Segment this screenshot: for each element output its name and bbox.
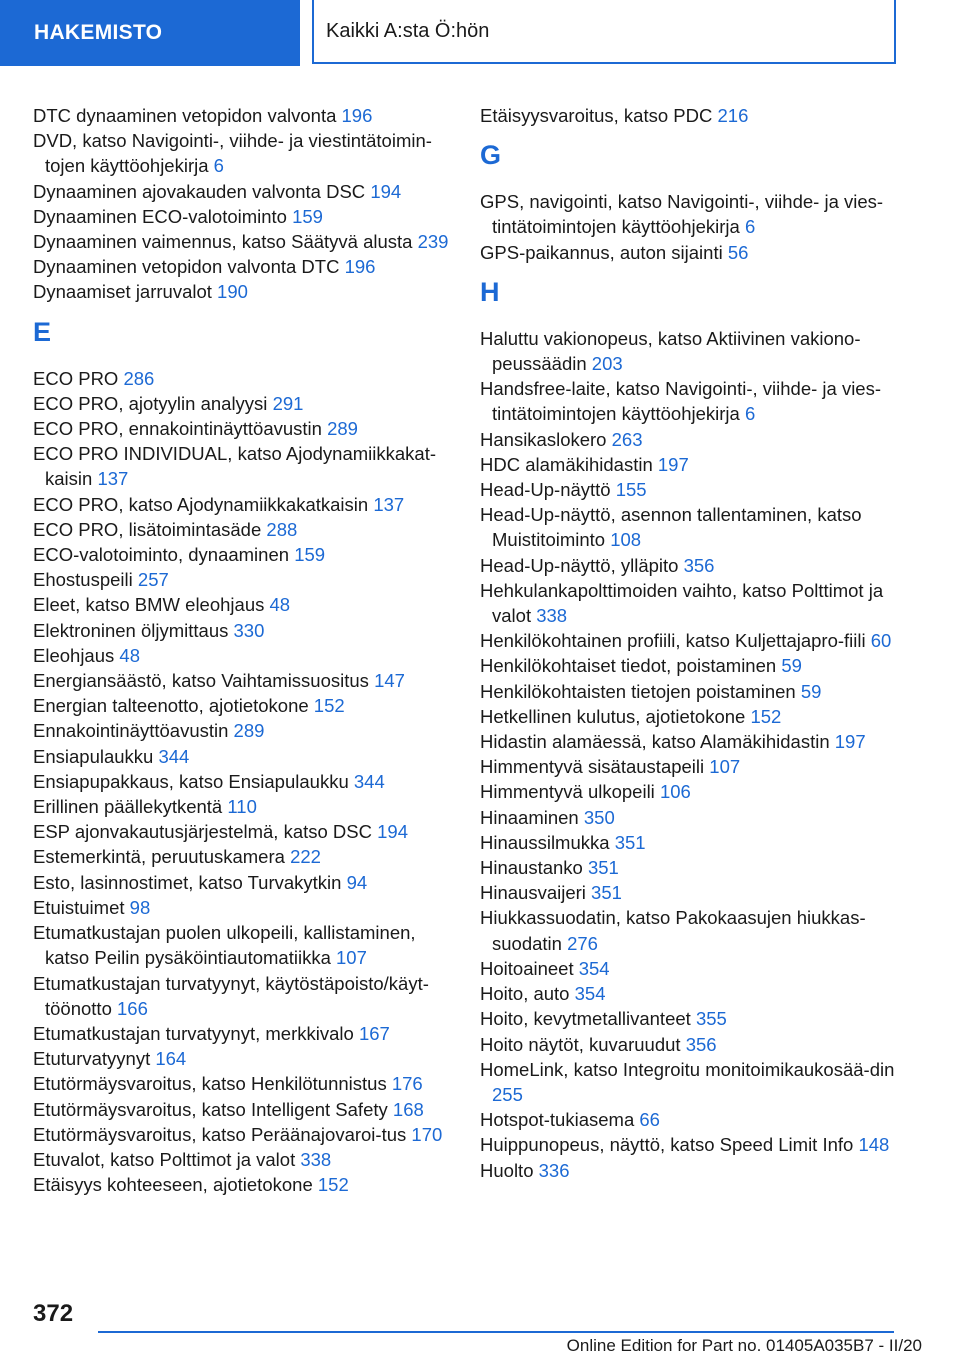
index-entry-text: Estemerkintä, peruutuskamera xyxy=(33,846,291,868)
index-entry-text: Dynaaminen ECO-valotoiminto xyxy=(33,205,293,227)
index-page-link[interactable]: 110 xyxy=(227,796,257,818)
index-entry-text: ECO PRO, ajotyylin analyysi xyxy=(33,392,273,414)
index-entry xyxy=(480,1032,900,1057)
index-entry-text: Head-Up-näyttö, asennon tallentaminen, katso Muistitoiminto xyxy=(480,504,862,551)
index-entry-text: Hetkellinen kulutus, ajotietokone xyxy=(480,705,751,727)
index-entry xyxy=(480,956,900,981)
index-entry xyxy=(480,628,900,653)
index-entry xyxy=(480,578,900,628)
index-page-link[interactable]: 289 xyxy=(327,418,358,440)
index-entry-text: Etutörmäysvaroitus, katso Intelligent Safety xyxy=(33,1098,393,1120)
index-page-link[interactable]: 66 xyxy=(639,1109,660,1131)
index-entry xyxy=(33,618,463,643)
index-page-link[interactable]: 59 xyxy=(781,655,802,677)
index-entry xyxy=(33,128,463,178)
index-entry xyxy=(33,441,463,491)
index-page-link[interactable]: 152 xyxy=(750,705,782,727)
index-entry-text: Handsfree-laite, katso Navigointi-, viihde- ja vies-tintätoimintojen käyttöohjekirja xyxy=(480,378,882,425)
index-entry xyxy=(480,779,900,804)
section-tab xyxy=(0,0,300,66)
index-entry xyxy=(33,920,463,970)
index-page-link[interactable]: 330 xyxy=(233,619,265,641)
index-page-link[interactable]: 137 xyxy=(97,468,129,490)
index-entry xyxy=(480,103,900,128)
index-entry xyxy=(480,830,900,855)
index-entry-text: Etumatkustajan puolen ulkopeili, kallistaminen, katso Peilin pysäköintiautomatiikka xyxy=(33,922,416,969)
index-entry-text: Dynaamiset jarruvalot xyxy=(33,281,218,303)
index-entry xyxy=(33,693,463,718)
index-entry xyxy=(480,729,900,754)
index-entry xyxy=(33,844,463,869)
index-entry xyxy=(33,744,463,769)
index-entry xyxy=(480,1107,900,1132)
index-entry xyxy=(480,1006,900,1031)
index-page-link[interactable]: 6 xyxy=(213,155,224,177)
index-entry xyxy=(480,326,900,376)
index-page-link[interactable]: 194 xyxy=(370,180,402,202)
index-entry-text: Hoito, kevytmetallivanteet xyxy=(480,1008,696,1030)
index-entry xyxy=(33,794,463,819)
index-entry xyxy=(480,1132,900,1157)
index-entry xyxy=(33,643,463,668)
index-page-link[interactable]: 216 xyxy=(717,105,749,126)
index-entry-text: Etuvalot, katso Polttimot ja valot xyxy=(33,1148,301,1170)
index-entry-text: GPS-paikannus, auton sijainti xyxy=(480,241,728,263)
index-entry xyxy=(480,981,900,1006)
index-entry-text: DTC dynaaminen vetopidon valvonta xyxy=(33,105,342,126)
subsection-title: Kaikki A:sta Ö:hön xyxy=(326,19,490,42)
index-entry xyxy=(480,502,900,552)
index-entry-text: Himmentyvä ulkopeili xyxy=(480,781,660,803)
index-entry xyxy=(33,718,463,743)
index-page-link[interactable]: 354 xyxy=(578,957,610,979)
index-entry xyxy=(480,452,900,477)
index-page-link[interactable]: 263 xyxy=(611,428,643,450)
index-entry-text: ECO PRO INDIVIDUAL, katso Ajodynamiikkakat-kaisin xyxy=(33,443,437,490)
index-entry xyxy=(480,1158,900,1183)
index-entry-text: Hidastin alamäessä, katso Alamäkihidastin xyxy=(480,731,835,753)
index-page-link[interactable]: 351 xyxy=(614,831,646,853)
index-entry xyxy=(33,254,463,279)
section-title: HAKEMISTO xyxy=(34,21,163,44)
index-page-link[interactable]: 239 xyxy=(417,231,449,253)
index-page-link[interactable]: 159 xyxy=(292,205,323,227)
index-page-link[interactable]: 194 xyxy=(377,821,409,843)
index-page-link[interactable]: 94 xyxy=(346,871,368,893)
index-page-link[interactable]: 344 xyxy=(353,770,385,792)
index-entry-text: Hiukkassuodatin, katso Pakokaasujen hiukkas-suodatin xyxy=(480,907,866,954)
index-page-link[interactable]: 48 xyxy=(269,594,291,616)
index-page-link[interactable]: 344 xyxy=(158,745,190,767)
index-page-link[interactable]: 164 xyxy=(155,1048,187,1070)
index-page-link[interactable]: 168 xyxy=(392,1098,424,1120)
index-entry-text: Etutörmäysvaroitus, katso Peräänajovaroi-tus xyxy=(33,1123,412,1145)
index-page-link[interactable]: 203 xyxy=(591,353,623,375)
index-entry-text: ESP ajonvakautusjärjestelmä, katso DSC xyxy=(33,821,378,843)
index-page-link[interactable]: 356 xyxy=(685,1033,717,1055)
index-entry-text: Huolto xyxy=(480,1159,539,1181)
index-page-link[interactable]: 354 xyxy=(574,983,606,1005)
index-entry xyxy=(480,679,900,704)
index-page-link[interactable]: 351 xyxy=(591,882,622,904)
edition-footer: Online Edition for Part no. 01405A035B7 - II/20 xyxy=(566,1336,922,1355)
index-entry xyxy=(33,769,463,794)
page-number: 372 xyxy=(33,1300,74,1327)
index-letter-heading: E xyxy=(33,316,52,347)
index-page-link[interactable]: 356 xyxy=(683,554,715,576)
index-entry xyxy=(33,366,463,391)
index-entry xyxy=(480,189,900,239)
index-letter-heading: G xyxy=(480,140,502,171)
index-entry xyxy=(480,704,900,729)
index-entry-text: Dynaaminen vetopidon valvonta DTC xyxy=(33,256,345,278)
index-page-link[interactable]: 60 xyxy=(870,630,892,652)
index-entry-text: ECO-valotoiminto, dynaaminen xyxy=(33,544,295,566)
index-page-link[interactable]: 152 xyxy=(313,695,345,717)
index-entry-text: Hoitoaineet xyxy=(480,957,579,979)
index-page-link[interactable]: 289 xyxy=(233,720,265,742)
index-entry xyxy=(33,279,463,304)
index-page-link[interactable]: 291 xyxy=(272,392,304,414)
index-entry xyxy=(33,1021,463,1046)
index-entry-text: ECO PRO, katso Ajodynamiikkakatkaisin xyxy=(33,493,374,515)
index-entry xyxy=(33,204,463,229)
index-page-link[interactable]: 108 xyxy=(610,529,642,551)
index-column-left xyxy=(33,103,463,1197)
subsection-tab xyxy=(312,0,896,64)
index-entry xyxy=(33,1122,463,1147)
index-entry xyxy=(480,805,900,830)
index-entry-text: Energiansäästö, katso Vaihtamissuositus xyxy=(33,670,375,692)
index-page-link[interactable]: 288 xyxy=(266,518,298,540)
index-page-link[interactable]: 48 xyxy=(119,644,140,666)
index-entry-text: Henkilökohtainen profiili, katso Kuljettajapro-fiili xyxy=(480,630,871,652)
index-entry xyxy=(33,895,463,920)
index-entry xyxy=(480,376,900,426)
index-entry xyxy=(33,1071,463,1096)
index-entry-text: Haluttu vakionopeus, katso Aktiivinen vakiono-peussäädin xyxy=(480,327,861,375)
index-page-link[interactable]: 176 xyxy=(391,1073,423,1095)
index-entry xyxy=(33,971,463,1021)
index-page-link[interactable]: 59 xyxy=(800,680,822,702)
index-entry xyxy=(480,553,900,578)
index-entry-text: Hinaaminen xyxy=(480,806,584,828)
index-entry-text: HomeLink, katso Integroitu monitoimikaukosää-din xyxy=(480,1058,895,1080)
index-entry xyxy=(33,819,463,844)
index-entry xyxy=(480,754,900,779)
index-page-link[interactable]: 155 xyxy=(615,479,647,501)
index-letter-heading: H xyxy=(480,276,500,307)
index-page-link[interactable]: 197 xyxy=(657,453,689,475)
index-entry-text: Dynaaminen vaimennus, katso Säätyvä alusta xyxy=(33,231,418,253)
index-page-link[interactable]: 107 xyxy=(709,756,741,778)
index-page-link[interactable]: 190 xyxy=(217,281,248,303)
index-entry-text: Erillinen päällekytkentä xyxy=(33,796,228,818)
index-entry-text: HDC alamäkihidastin xyxy=(480,453,658,475)
index-page-link[interactable]: 350 xyxy=(583,806,615,828)
index-page-link[interactable]: 152 xyxy=(317,1174,349,1196)
index-entry-text: Hoito näytöt, kuvaruudut xyxy=(480,1033,686,1055)
index-entry xyxy=(33,492,463,517)
index-entry-text: Hoito, auto xyxy=(480,983,575,1005)
index-entry-text: Eleet, katso BMW eleohjaus xyxy=(33,594,270,616)
index-page-link[interactable]: 196 xyxy=(344,256,376,278)
index-entry xyxy=(33,1046,463,1071)
index-page-link[interactable]: 147 xyxy=(374,670,405,692)
index-entry xyxy=(480,240,900,265)
index-entry-text: Etutörmäysvaroitus, katso Henkilötunnistus xyxy=(33,1073,392,1095)
index-page-link[interactable]: 170 xyxy=(411,1123,443,1145)
index-page-link[interactable]: 257 xyxy=(137,569,169,591)
page-header xyxy=(0,0,960,66)
index-entry-text: Ehostuspeili xyxy=(33,569,138,591)
index-entry xyxy=(33,592,463,617)
index-page-link[interactable]: 148 xyxy=(858,1134,890,1156)
index-page-link[interactable]: 106 xyxy=(659,781,691,803)
index-entry-text: ECO PRO xyxy=(33,367,124,389)
index-entry-text: Etäisyys kohteeseen, ajotietokone xyxy=(33,1174,318,1196)
index-page-link[interactable]: 286 xyxy=(123,367,155,389)
index-page-link[interactable]: 167 xyxy=(358,1022,390,1044)
index-page-link[interactable]: 336 xyxy=(538,1159,570,1181)
index-entry-text: Energian talteenotto, ajotietokone xyxy=(33,695,314,717)
index-entry xyxy=(33,1172,463,1197)
index-entry xyxy=(480,855,900,880)
index-page-link[interactable]: 338 xyxy=(536,605,568,627)
index-entry-text: Hinausvaijeri xyxy=(480,882,592,904)
footer-divider xyxy=(98,1331,894,1333)
index-entry-text: Etumatkustajan turvatyynyt, käytöstäpoisto/käyt-töönotto xyxy=(33,972,429,1019)
index-entry xyxy=(480,427,900,452)
index-page-link[interactable]: 222 xyxy=(290,846,321,868)
index-column-right xyxy=(480,103,900,1183)
index-entry xyxy=(33,1097,463,1122)
index-page-link[interactable]: 197 xyxy=(834,731,866,753)
index-entry-text: Dynaaminen ajovakauden valvonta DSC xyxy=(33,180,371,202)
index-entry-text: Hansikaslokero xyxy=(480,428,612,450)
index-entry xyxy=(480,880,900,905)
index-entry xyxy=(33,229,463,254)
index-page-link[interactable]: 166 xyxy=(117,997,148,1019)
index-entry-text: Etuistuimet xyxy=(33,896,130,918)
index-entry xyxy=(33,517,463,542)
index-entry-text: Huippunopeus, näyttö, katso Speed Limit Info xyxy=(480,1134,859,1156)
index-entry-text: Etumatkustajan turvatyynyt, merkkivalo xyxy=(33,1022,359,1044)
index-entry xyxy=(33,567,463,592)
index-entry-text: Elektroninen öljymittaus xyxy=(33,619,234,641)
index-entry xyxy=(33,542,463,567)
index-page-link[interactable]: 338 xyxy=(300,1148,332,1170)
index-page-link[interactable]: 107 xyxy=(336,947,367,969)
index-page-link[interactable]: 255 xyxy=(492,1083,523,1105)
index-entry xyxy=(33,179,463,204)
index-entry xyxy=(480,1057,900,1107)
index-entry xyxy=(33,103,463,128)
index-entry-text: Head-Up-näyttö, ylläpito xyxy=(480,554,684,576)
index-page-link[interactable]: 6 xyxy=(744,403,756,425)
index-entry-text: Hinaustanko xyxy=(480,857,588,879)
index-page-link[interactable]: 276 xyxy=(567,932,598,954)
index-entry-text: Ensiapulaukku xyxy=(33,745,159,767)
index-entry-text: Henkilökohtaiset tiedot, poistaminen xyxy=(480,655,782,677)
index-entry xyxy=(33,870,463,895)
index-entry xyxy=(33,1147,463,1172)
index-page-link[interactable]: 56 xyxy=(727,241,749,263)
index-entry-text: Himmentyvä sisätaustapeili xyxy=(480,756,710,778)
index-entry-text: Hotspot-tukiasema xyxy=(480,1109,640,1131)
index-entry-text: GPS, navigointi, katso Navigointi-, viihde- ja vies-tintätoimintojen käyttöohjekirja xyxy=(480,191,884,238)
index-entry-text: Esto, lasinnostimet, katso Turvakytkin xyxy=(33,871,347,893)
index-page-link[interactable]: 159 xyxy=(294,544,326,566)
index-entry xyxy=(33,668,463,693)
index-page-link[interactable]: 6 xyxy=(744,216,756,238)
index-entry-text: Head-Up-näyttö xyxy=(480,479,616,501)
index-entry xyxy=(33,416,463,441)
index-page-link[interactable]: 196 xyxy=(341,105,373,126)
index-entry-text: Ensiapupakkaus, katso Ensiapulaukku xyxy=(33,770,354,792)
index-entry xyxy=(480,905,900,955)
index-entry-text: Hehkulankapolttimoiden vaihto, katso Polttimot ja valot xyxy=(480,579,884,627)
index-entry-text: Hinaussilmukka xyxy=(480,831,615,853)
index-page-link[interactable]: 351 xyxy=(587,857,619,879)
index-entry-text: Etuturvatyynyt xyxy=(33,1048,156,1070)
index-entry-text: DVD, katso Navigointi-, viihde- ja viestintätoimin-tojen käyttöohjekirja xyxy=(33,130,432,177)
index-page-link[interactable]: 355 xyxy=(695,1008,727,1030)
index-page-link[interactable]: 137 xyxy=(373,493,405,515)
index-entry-text: Ennakointinäyttöavustin xyxy=(33,720,234,742)
index-entry-text: ECO PRO, lisätoimintasäde xyxy=(33,518,267,540)
index-entry-text: Etäisyysvaroitus, katso PDC xyxy=(480,105,718,126)
index-entry xyxy=(33,391,463,416)
index-entry-text: Eleohjaus xyxy=(33,644,120,666)
index-entry-text: ECO PRO, ennakointinäyttöavustin xyxy=(33,418,328,440)
index-entry xyxy=(480,653,900,678)
index-page-link[interactable]: 98 xyxy=(129,896,151,918)
index-entry-text: Henkilökohtaisten tietojen poistaminen xyxy=(480,680,801,702)
index-entry xyxy=(480,477,900,502)
